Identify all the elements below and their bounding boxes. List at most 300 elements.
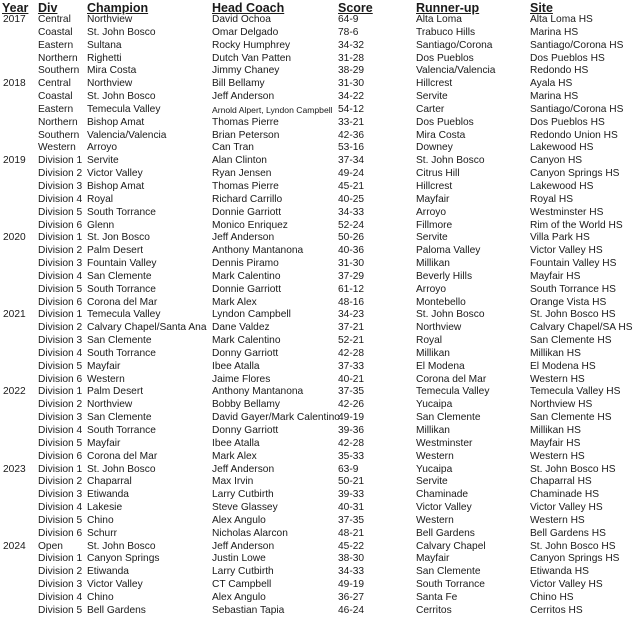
cell-champion: South Torrance (87, 425, 156, 436)
cell-head-coach: Lyndon Campbell (212, 309, 291, 321)
cell-score: 34-22 (338, 91, 365, 103)
table-row (0, 592, 618, 605)
table-row (0, 309, 618, 322)
cell-champion: Sultana (87, 39, 122, 51)
cell-site: Temecula Valley HS (530, 386, 621, 398)
cell-runner-up: Downey (416, 142, 453, 154)
cell-champion: St. John Bosco (87, 91, 156, 103)
table-row (0, 219, 623, 233)
cell-runner-up: Carter (416, 103, 445, 115)
cell-score: 49-19 (338, 579, 365, 591)
cell-runner-up: Servite (416, 232, 448, 244)
cell-runner-up: Calvary Chapel (416, 540, 486, 552)
cell-champion: Temecula Valley (87, 103, 161, 115)
cell-score: 31-30 (338, 78, 365, 90)
cell-score: 37-21 (338, 322, 365, 334)
cell-year: 2019 (3, 155, 26, 167)
cell-head-coach: CT Campbell (212, 579, 272, 591)
cell-champion: St. John Bosco (87, 26, 156, 38)
header-div: Div (38, 1, 58, 15)
cell-site: El Modena HS (530, 360, 596, 372)
cell-champion: Western (87, 373, 125, 385)
table-row (0, 78, 618, 91)
cell-head-coach: Anthony Mantanona (212, 245, 304, 257)
table-row (0, 91, 618, 104)
cell-head-coach: Jeff Anderson (212, 91, 275, 103)
cell-score: 45-21 (338, 180, 365, 192)
cell-runner-up: San Clemente (416, 566, 481, 578)
cell-site: South Torrance HS (530, 283, 616, 295)
cell-division: Division 1 (38, 232, 83, 244)
cell-score: 34-33 (338, 206, 365, 218)
cell-score: 42-26 (338, 399, 365, 411)
cell-runner-up: Servite (416, 91, 448, 103)
table-row (0, 103, 624, 117)
cell-site: Western HS (530, 450, 585, 462)
cell-runner-up: Arroyo (416, 283, 447, 295)
table-row (0, 579, 618, 592)
cell-head-coach: Jimmy Chaney (212, 65, 280, 77)
cell-champion: Servite (87, 155, 119, 167)
table-row (0, 335, 618, 348)
cell-champion: San Clemente (87, 270, 152, 282)
cell-division: Division 5 (38, 206, 83, 218)
cell-runner-up: Yucaipa (416, 399, 453, 411)
cell-division: Division 6 (38, 219, 83, 231)
cell-head-coach: Donnie Garriott (212, 283, 282, 295)
cell-runner-up: Bell Gardens (416, 527, 475, 539)
cell-head-coach: Rocky Humphrey (212, 39, 291, 51)
cell-runner-up: Paloma Valley (416, 245, 481, 257)
cell-score: 37-35 (338, 386, 365, 398)
cell-site: Dos Pueblos HS (530, 116, 605, 128)
cell-champion: Chino (87, 514, 114, 526)
cell-runner-up: Millikan (416, 425, 450, 436)
cell-champion: San Clemente (87, 412, 152, 424)
cell-site: Millikan HS (530, 425, 581, 436)
cell-division: Division 2 (38, 322, 83, 334)
cell-site: Etiwanda HS (530, 566, 589, 578)
cell-division: Division 3 (38, 180, 83, 192)
cell-champion: Mayfair (87, 437, 121, 449)
cell-head-coach: Bobby Bellamy (212, 399, 280, 411)
cell-runner-up: El Modena (416, 360, 465, 372)
cell-runner-up: Dos Pueblos (416, 52, 474, 64)
cell-champion: Schurr (87, 527, 118, 539)
table-row (0, 566, 618, 579)
cell-score: 31-30 (338, 258, 365, 270)
cell-head-coach: Thomas Pierre (212, 116, 279, 128)
cell-head-coach: Mark Alex (212, 450, 257, 462)
cell-site: Marina HS (530, 91, 579, 103)
cell-runner-up: Mira Costa (416, 129, 466, 141)
cell-head-coach: Ibee Atalla (212, 360, 260, 372)
cell-site: Chaminade HS (530, 489, 600, 501)
cell-head-coach: Sebastian Tapia (212, 604, 285, 616)
table-row (0, 541, 618, 554)
cell-head-coach: Max Irvin (212, 476, 254, 488)
cell-site: Rim of the World HS (530, 219, 623, 231)
cell-champion: Victor Valley (87, 579, 143, 591)
cell-runner-up: South Torrance (416, 579, 485, 591)
cell-site: Fountain Valley HS (530, 258, 617, 270)
cell-champion: Bell Gardens (87, 604, 146, 616)
cell-site: Villa Park HS (530, 232, 590, 244)
cell-site: Bell Gardens HS (530, 527, 606, 539)
cell-division: Division 3 (38, 489, 83, 501)
table-row (0, 322, 633, 335)
cell-site: Calvary Chapel/SA HS (530, 322, 633, 334)
table-row (0, 515, 618, 528)
cell-champion: South Torrance (87, 283, 156, 295)
cell-score: 78-6 (338, 26, 359, 38)
cell-runner-up: Santiago/Corona (416, 39, 493, 51)
cell-site: Western HS (530, 514, 585, 526)
cell-head-coach: Ryan Jensen (212, 168, 272, 180)
cell-head-coach: Richard Carrillo (212, 193, 283, 205)
table-row (0, 39, 624, 53)
cell-division: Division 4 (38, 347, 83, 359)
cell-champion: Mira Costa (87, 65, 137, 77)
table-row (0, 232, 618, 245)
table-row (0, 142, 618, 155)
table-row (0, 489, 618, 502)
cell-champion: Valencia/Valencia (87, 129, 167, 141)
cell-runner-up: Arroyo (416, 206, 447, 218)
cell-runner-up: Hillcrest (416, 78, 453, 90)
cell-site: Redondo HS (530, 65, 589, 77)
cell-head-coach: Mark Calentino (212, 270, 281, 282)
cell-champion: Victor Valley (87, 168, 143, 180)
cell-year: 2018 (3, 78, 26, 90)
cell-score: 31-28 (338, 52, 365, 64)
cell-site: Alta Loma HS (530, 14, 593, 25)
cell-division: Division 3 (38, 258, 83, 270)
cell-site: Chino HS (530, 591, 574, 603)
cell-champion: South Torrance (87, 206, 156, 218)
cell-champion: Bishop Amat (87, 180, 145, 192)
cell-year: 2023 (3, 463, 26, 475)
table-row (0, 130, 618, 143)
cell-head-coach: Omar Delgado (212, 26, 279, 38)
table-row (0, 27, 618, 40)
cell-division: Open (38, 540, 63, 552)
cell-score: 45-22 (338, 540, 365, 552)
header-coach: Head Coach (212, 1, 285, 15)
cell-year: 2021 (3, 309, 26, 321)
cell-runner-up: Beverly Hills (416, 270, 473, 282)
cell-runner-up: Servite (416, 476, 448, 488)
cell-head-coach: Mark Alex (212, 296, 257, 308)
cell-runner-up: St. John Bosco (416, 155, 485, 167)
cell-score: 50-26 (338, 232, 365, 244)
cell-division: Division 6 (38, 373, 83, 385)
cell-site: Marina HS (530, 26, 579, 38)
cell-head-coach: Monico Enriquez (212, 219, 288, 231)
cell-head-coach: David Gayer/Mark Calentino (212, 412, 340, 424)
cell-runner-up: Western (416, 514, 454, 526)
cell-head-coach: Alan Clinton (212, 155, 267, 167)
table-row (0, 386, 621, 399)
cell-score: 37-35 (338, 514, 365, 526)
cell-division: Division 2 (38, 476, 83, 488)
cell-site: St. John Bosco HS (530, 463, 616, 475)
cell-score: 42-28 (338, 347, 365, 359)
cell-head-coach: Larry Cutbirth (212, 489, 274, 501)
cell-score: 53-16 (338, 142, 365, 154)
cell-division: Northern (38, 116, 78, 128)
header-runnerup: Runner-up (416, 1, 480, 15)
cell-champion: South Torrance (87, 347, 156, 359)
cell-division: Division 1 (38, 553, 83, 565)
cell-head-coach: Nicholas Alarcon (212, 527, 288, 539)
cell-division: Division 2 (38, 399, 83, 411)
cell-site: Western HS (530, 373, 585, 385)
header-site: Site (530, 1, 553, 15)
table-row (0, 117, 618, 130)
cell-champion: Bishop Amat (87, 116, 145, 128)
cell-champion: Etiwanda (87, 566, 129, 578)
cell-champion: St. Jon Bosco (87, 232, 150, 244)
cell-runner-up: Corona del Mar (416, 373, 487, 385)
cell-score: 63-9 (338, 463, 359, 475)
cell-head-coach: Justin Lowe (212, 553, 266, 565)
cell-score: 35-33 (338, 450, 365, 462)
cell-score: 49-24 (338, 168, 365, 180)
cell-score: 40-21 (338, 373, 365, 385)
table-row (0, 502, 618, 515)
cell-year: 2024 (3, 540, 26, 552)
table-row (0, 605, 618, 618)
cell-division: Southern (38, 65, 80, 77)
cell-head-coach: Thomas Pierre (212, 180, 279, 192)
cell-champion: Chino (87, 591, 114, 603)
cell-runner-up: Western (416, 450, 454, 462)
cell-site: Ayala HS (530, 78, 573, 90)
cell-head-coach: Dane Valdez (212, 322, 270, 334)
cell-runner-up: Citrus Hill (416, 168, 460, 180)
cell-site: Lakewood HS (530, 142, 594, 154)
cell-site: Canyon Springs HS (530, 553, 620, 565)
cell-score: 37-34 (338, 155, 365, 167)
cell-site: Northview HS (530, 399, 593, 411)
cell-site: Lakewood HS (530, 180, 594, 192)
table-row (0, 528, 618, 541)
cell-year: 2022 (3, 386, 26, 398)
cell-site: Mayfair HS (530, 270, 581, 282)
cell-champion: Northview (87, 399, 133, 411)
cell-champion: St. John Bosco (87, 540, 156, 552)
cell-champion: Righetti (87, 52, 122, 64)
cell-score: 34-23 (338, 309, 365, 321)
table-row (0, 553, 618, 566)
cell-runner-up: Yucaipa (416, 463, 453, 475)
cell-score: 40-25 (338, 193, 365, 205)
table-row (0, 297, 618, 310)
cell-runner-up: Santa Fe (416, 591, 458, 603)
cell-head-coach: Jaime Flores (212, 373, 271, 385)
cell-division: Division 3 (38, 579, 83, 591)
cell-division: Northern (38, 52, 78, 64)
cell-champion: Lakesie (87, 502, 123, 514)
cell-score: 48-21 (338, 527, 365, 539)
cell-runner-up: Mayfair (416, 553, 450, 565)
cell-division: Southern (38, 129, 80, 141)
cell-score: 37-29 (338, 270, 365, 282)
cell-score: 61-12 (338, 283, 365, 295)
cell-site: San Clemente HS (530, 412, 612, 424)
cell-runner-up: San Clemente (416, 412, 481, 424)
cell-champion: Mayfair (87, 360, 121, 372)
cell-runner-up: Hillcrest (416, 180, 453, 192)
cell-score: 38-29 (338, 65, 365, 77)
cell-division: Division 5 (38, 360, 83, 372)
cell-site: Canyon HS (530, 155, 583, 167)
cell-runner-up: Northview (416, 322, 462, 334)
table-row (0, 425, 618, 438)
cell-division: Division 1 (38, 155, 83, 167)
cell-division: Division 2 (38, 566, 83, 578)
cell-champion: Northview (87, 78, 133, 90)
cell-head-coach: Donny Garriott (212, 347, 279, 359)
table-row (0, 65, 618, 78)
cell-score: 39-33 (338, 489, 365, 501)
header-champion: Champion (87, 1, 149, 15)
cell-score: 38-30 (338, 553, 365, 565)
cell-head-coach: Alex Angulo (212, 591, 266, 603)
cell-division: Coastal (38, 26, 73, 38)
cell-champion: Temecula Valley (87, 309, 161, 321)
cell-champion: Etiwanda (87, 489, 129, 501)
cell-division: Coastal (38, 91, 73, 103)
cell-runner-up: St. John Bosco (416, 309, 485, 321)
cell-score: 36-27 (338, 591, 365, 603)
table-row (0, 412, 618, 425)
cell-site: Orange Vista HS (530, 296, 607, 308)
cell-champion: Fountain Valley (87, 258, 157, 270)
cell-site: Canyon Springs HS (530, 168, 620, 180)
cell-runner-up: Fillmore (416, 219, 453, 231)
cell-division: Central (38, 78, 71, 90)
table-row (0, 207, 618, 220)
cell-runner-up: Alta Loma (416, 14, 462, 25)
cell-champion: Palm Desert (87, 245, 144, 257)
cell-division: Division 4 (38, 193, 83, 205)
cell-runner-up: Royal (416, 335, 443, 347)
cell-champion: St. John Bosco (87, 463, 156, 475)
cell-division: Western (38, 142, 76, 154)
cell-division: Division 4 (38, 502, 83, 514)
cell-champion: Corona del Mar (87, 296, 158, 308)
cell-site: Victor Valley HS (530, 245, 603, 257)
cell-score: 54-12 (338, 103, 365, 115)
cell-score: 34-33 (338, 566, 365, 578)
cell-score: 50-21 (338, 476, 365, 488)
cell-runner-up: Montebello (416, 296, 466, 308)
cell-division: Division 1 (38, 463, 83, 475)
cell-site: Chaparral HS (530, 476, 592, 488)
cell-division: Eastern (38, 39, 74, 51)
cell-division: Division 4 (38, 270, 83, 282)
cell-site: Royal HS (530, 193, 574, 205)
cell-division: Division 6 (38, 296, 83, 308)
cell-division: Division 3 (38, 412, 83, 424)
cell-division: Division 4 (38, 425, 83, 436)
cell-site: Santiago/Corona HS (530, 39, 624, 51)
cell-year: 2020 (3, 232, 26, 244)
cell-runner-up: Valencia/Valencia (416, 65, 496, 77)
cell-site: Dos Pueblos HS (530, 52, 605, 64)
table-row (0, 181, 618, 194)
cell-site: Redondo Union HS (530, 129, 618, 141)
cell-score: 42-36 (338, 129, 365, 141)
table-row (0, 245, 618, 258)
cell-head-coach: Arnold Alpert, Lyndon Campbell (212, 104, 333, 115)
table-row (0, 194, 618, 207)
cell-head-coach: Jeff Anderson (212, 463, 275, 475)
cell-champion: Arroyo (87, 142, 118, 154)
cell-site: Millikan HS (530, 347, 581, 359)
cell-champion: Palm Desert (87, 386, 144, 398)
table-row (0, 399, 618, 412)
cell-division: Central (38, 14, 71, 25)
cell-head-coach: Larry Cutbirth (212, 566, 274, 578)
cell-head-coach: Donnie Garriott (212, 206, 282, 218)
cell-score: 64-9 (338, 14, 359, 25)
cell-champion: Calvary Chapel/Santa Ana (87, 322, 207, 334)
table-row (0, 284, 618, 297)
cell-division: Division 2 (38, 245, 83, 257)
cell-score: 39-36 (338, 425, 365, 436)
table-row (0, 464, 618, 477)
cell-division: Division 2 (38, 168, 83, 180)
cell-runner-up: Trabuco Hills (416, 26, 476, 38)
cell-head-coach: Dennis Piramo (212, 258, 279, 270)
cell-site: Victor Valley HS (530, 579, 603, 591)
cell-year: 2017 (3, 14, 26, 25)
cell-division: Division 5 (38, 283, 83, 295)
cell-division: Division 5 (38, 604, 83, 616)
cell-division: Division 3 (38, 335, 83, 347)
cell-champion: Corona del Mar (87, 450, 158, 462)
cell-head-coach: Anthony Mantanona (212, 386, 304, 398)
cell-champion: Chaparral (87, 476, 132, 488)
table-row (0, 155, 618, 168)
cell-score: 46-24 (338, 604, 365, 616)
table-row (0, 271, 618, 284)
cell-champion: Glenn (87, 219, 115, 231)
cell-division: Division 1 (38, 309, 83, 321)
cell-head-coach: Steve Glassey (212, 502, 278, 514)
table-row (0, 374, 618, 387)
cell-runner-up: Mayfair (416, 193, 450, 205)
cell-score: 48-16 (338, 296, 365, 308)
cell-head-coach: Alex Angulo (212, 514, 266, 526)
table-row (0, 348, 618, 361)
cell-runner-up: Cerritos (416, 604, 452, 616)
cell-division: Division 5 (38, 437, 83, 449)
table-row (0, 438, 618, 451)
cell-division: Division 5 (38, 514, 83, 526)
cell-champion: San Clemente (87, 335, 152, 347)
table-row (0, 168, 618, 181)
cell-site: St. John Bosco HS (530, 540, 616, 552)
cell-score: 49-19 (338, 412, 365, 424)
table-row (0, 476, 618, 489)
cell-score: 34-32 (338, 39, 365, 51)
cell-champion: Royal (87, 193, 114, 205)
cell-runner-up: Millikan (416, 258, 450, 270)
